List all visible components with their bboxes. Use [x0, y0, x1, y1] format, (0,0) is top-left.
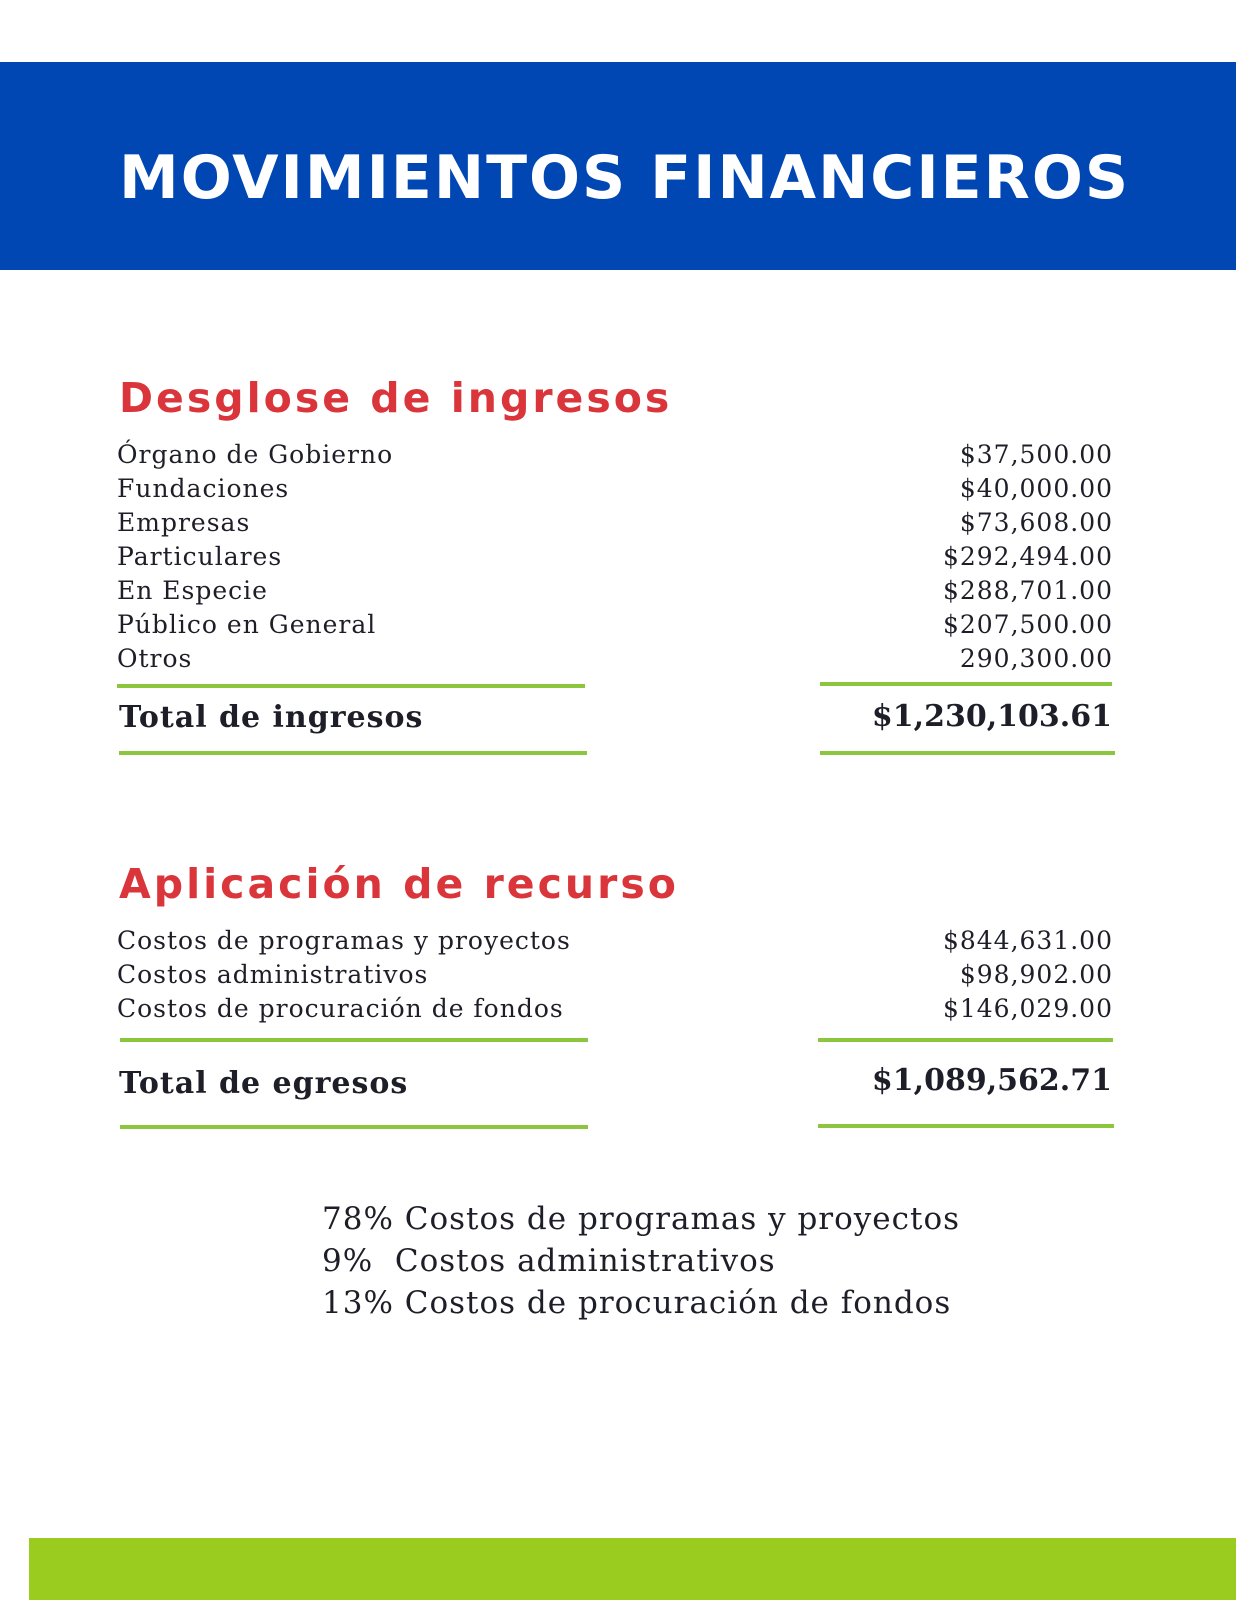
expense-row	[117, 992, 1113, 1026]
expense-row-label: Costos administrativos	[117, 960, 429, 989]
income-rule-top-left	[117, 684, 585, 688]
income-row-label: Particulares	[117, 542, 283, 571]
income-row-value: $292,494.00	[942, 542, 1113, 571]
income-row	[117, 472, 1113, 506]
expense-row	[117, 958, 1113, 992]
expenses-rule-top-right	[818, 1038, 1113, 1042]
income-row-value: $207,500.00	[942, 610, 1113, 639]
expenses-rule-top-left	[120, 1038, 588, 1042]
income-row	[117, 506, 1113, 540]
income-row-label: Fundaciones	[117, 474, 290, 503]
income-rule-bottom-right	[820, 751, 1115, 755]
percentage-summary	[322, 1198, 1182, 1324]
income-row-value: $40,000.00	[959, 474, 1113, 503]
income-row-value: $288,701.00	[942, 576, 1113, 605]
expenses-list	[117, 924, 1113, 1026]
expense-row-label: Costos de procuración de fondos	[117, 994, 564, 1023]
income-list	[117, 438, 1113, 676]
summary-line: 13% Costos de procuración de fondos	[322, 1285, 952, 1321]
income-row-label: Público en General	[117, 610, 377, 639]
income-row	[117, 438, 1113, 472]
income-row-label: En Especie	[117, 576, 268, 605]
income-row-value: 290,300.00	[959, 644, 1113, 673]
income-rule-bottom-left	[119, 751, 587, 755]
expenses-total-label: Total de egresos	[119, 1066, 409, 1101]
page-title: MOVIMIENTOS FINANCIEROS	[119, 143, 1131, 213]
income-row-value: $37,500.00	[959, 440, 1113, 469]
expense-row-value: $844,631.00	[942, 926, 1113, 955]
expense-row-value: $98,902.00	[959, 960, 1113, 989]
income-row-label: Empresas	[117, 508, 251, 537]
summary-line: 78% Costos de programas y proyectos	[322, 1201, 961, 1237]
income-row-label: Órgano de Gobierno	[117, 440, 394, 469]
income-section-title: Desglose de ingresos	[119, 374, 673, 422]
income-total-value: $1,230,103.61	[871, 699, 1112, 734]
income-rule-top-right	[820, 682, 1112, 686]
expenses-total-value: $1,089,562.71	[871, 1063, 1112, 1098]
expenses-rule-bottom-right	[818, 1124, 1114, 1128]
income-total-label: Total de ingresos	[119, 700, 424, 735]
income-row-value: $73,608.00	[959, 508, 1113, 537]
income-row	[117, 574, 1113, 608]
expense-row	[117, 924, 1113, 958]
footer-band	[29, 1538, 1236, 1600]
income-row	[117, 642, 1113, 676]
expense-row-label: Costos de programas y proyectos	[117, 926, 571, 955]
income-row	[117, 608, 1113, 642]
expenses-section-title: Aplicación de recurso	[119, 860, 679, 908]
expenses-rule-bottom-left	[120, 1125, 588, 1129]
income-row	[117, 540, 1113, 574]
income-row-label: Otros	[117, 644, 193, 673]
summary-line: 9% Costos administrativos	[322, 1243, 776, 1279]
expense-row-value: $146,029.00	[942, 994, 1113, 1023]
